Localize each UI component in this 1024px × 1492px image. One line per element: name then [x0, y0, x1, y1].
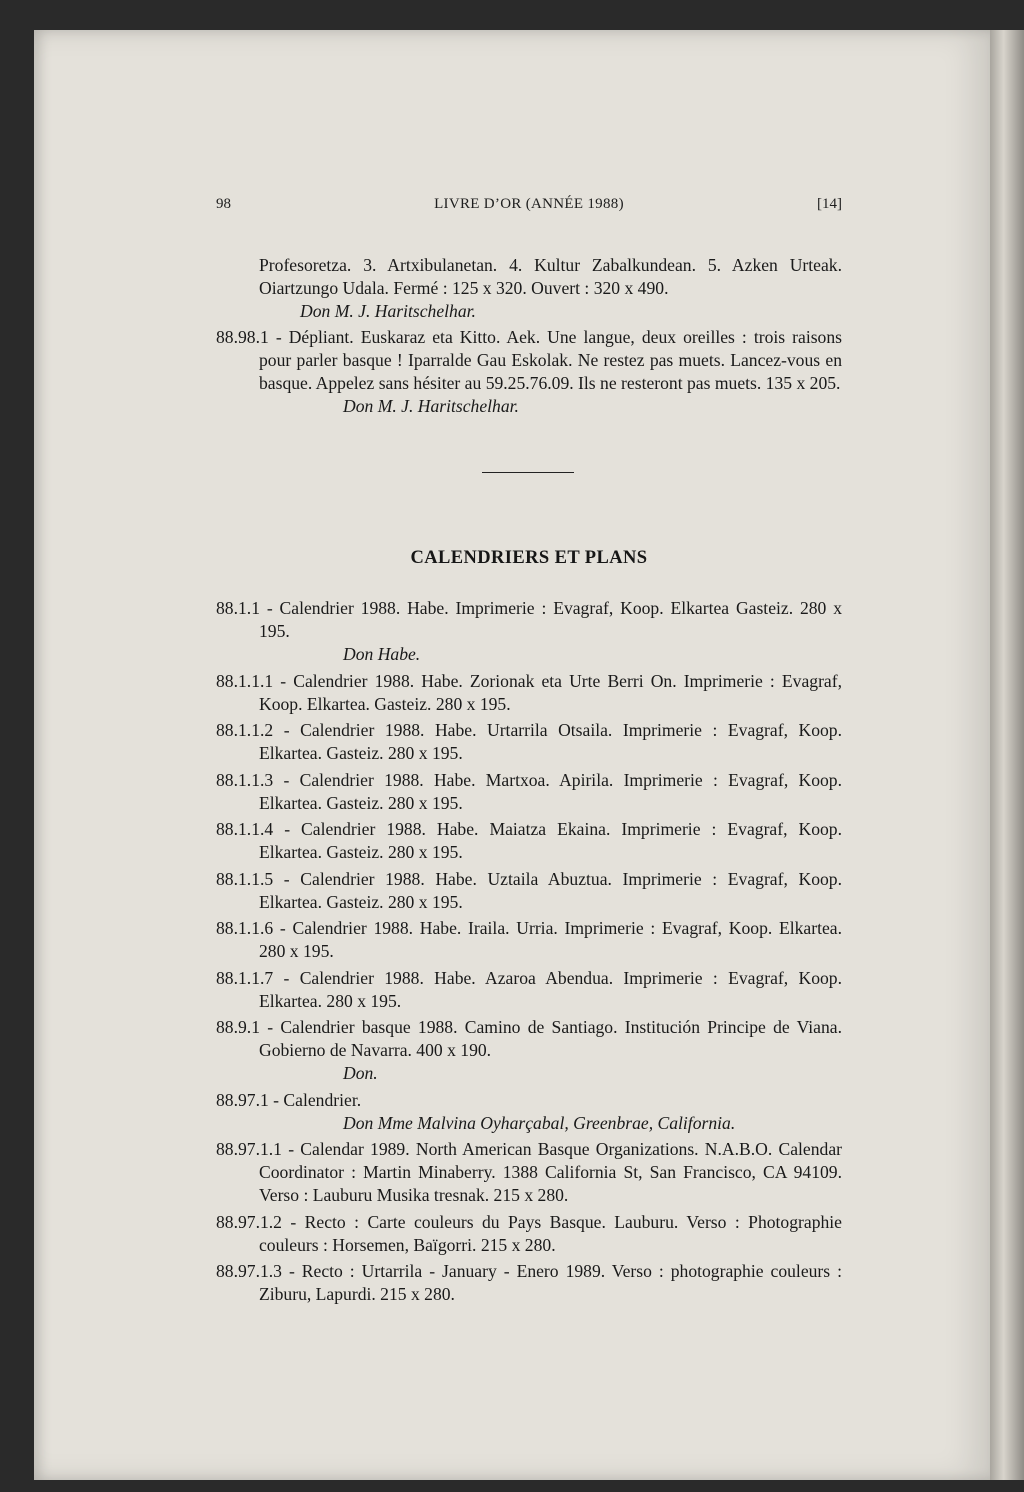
- entry-text: 88.1.1.5 - Calendrier 1988. Habe. Uztaila Abuztua. Imprimerie : Evagraf, Koop. Elkartea. Gasteiz. 280 x 195.: [216, 868, 842, 912]
- entry-text: 88.1.1.6 - Calendrier 1988. Habe. Iraila. Urria. Imprimerie : Evagraf, Koop. Elkartea. 280 x 195.: [216, 918, 842, 961]
- entry-text: 88.1.1.2 - Calendrier 1988. Habe. Urtarrila Otsaila. Imprimerie : Evagraf, Koop. Elkartea. Gasteiz. 280 x 195.: [216, 720, 842, 763]
- section-ref: [14]: [817, 196, 842, 212]
- running-title: LIVRE D’OR (ANNÉE 1988): [434, 196, 624, 212]
- entry-text: 88.1.1.3 - Calendrier 1988. Habe. Martxoa. Apirila. Imprimerie : Evagraf, Koop. Elkartea. Gasteiz. 280 x 195.: [216, 769, 842, 813]
- donor-line: Don M. J. Haritschelhar.: [343, 396, 519, 416]
- entry-text: Profesoretza. 3. Artxibulanetan. 4. Kultur Zabalkundean. 5. Azken Urteak. Oiartzungo Udala. Fermé : 125 x 320. Ouvert : 320 x 490.: [259, 255, 842, 298]
- list-item: [216, 1260, 842, 1306]
- entry-text: 88.97.1.3 - Recto : Urtarrila - January - Enero 1989. Verso : photographie couleurs : Ziburu, Lapurdi. 215 x 280.: [216, 1261, 842, 1304]
- donor-line: Don M. J. Haritschelhar.: [300, 301, 476, 321]
- calendar-list: [216, 597, 842, 1306]
- entry-text: 88.1.1.7 - Calendrier 1988. Habe. Azaroa Abendua. Imprimerie : Evagraf, Koop. Elkartea. 280 x 195.: [216, 967, 842, 1011]
- donor-line: Don Mme Malvina Oyharçabal, Greenbrae, California.: [343, 1112, 736, 1133]
- list-item: [216, 769, 842, 815]
- entry-text: 88.1.1.4 - Calendrier 1988. Habe. Maiatza Ekaina. Imprimerie : Evagraf, Koop. Elkartea. Gasteiz. 280 x 195.: [216, 819, 842, 862]
- list-item: [216, 967, 842, 1013]
- page-edge: [990, 30, 1024, 1480]
- list-item: [216, 254, 842, 323]
- donor-line: Don Habe.: [343, 644, 421, 664]
- list-item: [216, 719, 842, 765]
- section-title: CALENDRIERS ET PLANS: [410, 548, 648, 568]
- list-item: [216, 670, 842, 716]
- list-item: [216, 1089, 842, 1135]
- list-item: [216, 1138, 842, 1207]
- entry-text: 88.97.1 - Calendrier.: [216, 1089, 362, 1110]
- list-item: [216, 818, 842, 864]
- entry-text: 88.9.1 - Calendrier basque 1988. Camino de Santiago. Institución Principe de Viana. Gobierno de Navarra. 400 x 190.: [216, 1017, 842, 1060]
- list-item: [216, 326, 842, 418]
- section-divider: [482, 472, 574, 473]
- list-item: [216, 868, 842, 914]
- donor-line: Don.: [343, 1063, 378, 1083]
- entry-text: 88.98.1 - Dépliant. Euskaraz eta Kitto. Aek. Une langue, deux oreilles : trois raisons pour parler basque ! Iparralde Gau Eskolak. Ne restez pas muets. Lancez-vous en basque. Appelez sans hésiter au 59.25.76.09. Ils ne resteront pas muets. 135 x 205.: [216, 327, 842, 393]
- list-item: [216, 917, 842, 963]
- list-item: [216, 1016, 842, 1085]
- entry-text: 88.97.1.2 - Recto : Carte couleurs du Pays Basque. Lauburu. Verso : Photographie couleurs : Horsemen, Baïgorri. 215 x 280.: [216, 1211, 842, 1255]
- list-item: [216, 1211, 842, 1257]
- page-number: 98: [216, 196, 231, 212]
- entry-text: 88.97.1.1 - Calendar 1989. North American Basque Organizations. N.A.B.O. Calendar Coordinator : Martin Minaberry. 1388 California St, San Francisco, CA 94109. Verso : Lauburu Musika tresnak. 215 x 280.: [216, 1139, 842, 1205]
- entry-text: 88.1.1.1 - Calendrier 1988. Habe. Zorionak eta Urte Berri On. Imprimerie : Evagraf, Koop. Elkartea. Gasteiz. 280 x 195.: [216, 670, 842, 714]
- top-entries: [216, 254, 842, 418]
- running-header: [216, 196, 842, 218]
- entry-text: 88.1.1 - Calendrier 1988. Habe. Imprimerie : Evagraf, Koop. Elkartea Gasteiz. 280 x 195.: [216, 598, 842, 641]
- list-item: [216, 597, 842, 666]
